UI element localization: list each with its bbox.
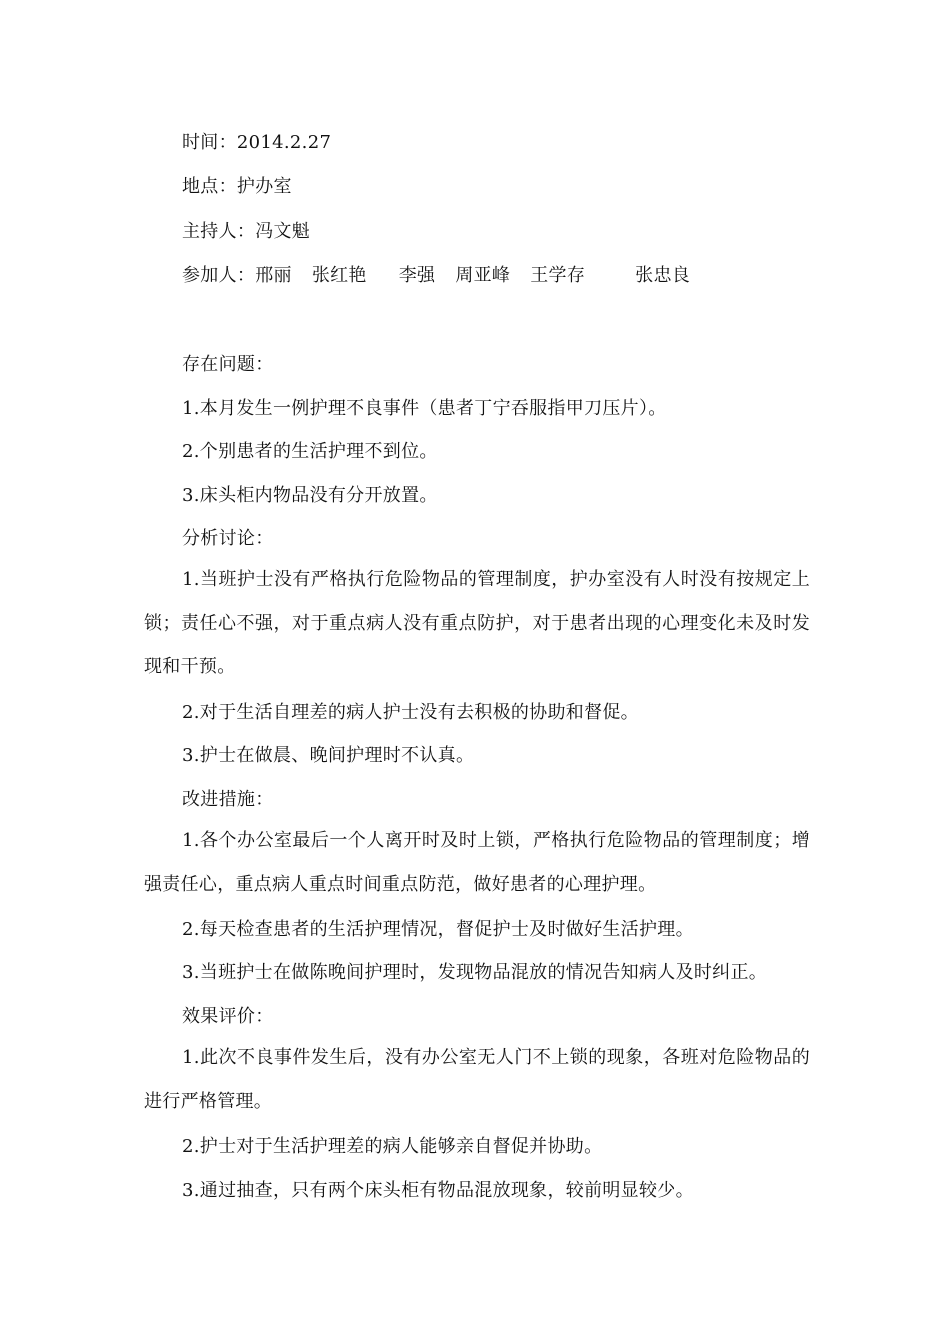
meeting-host: 主持人：冯文魁 (182, 221, 311, 242)
problem-item: 2.个别患者的生活护理不到位。 (182, 441, 438, 462)
attendee: 王学存 (530, 265, 586, 286)
attendees-line (182, 265, 690, 287)
measures-heading: 改进措施： (182, 789, 274, 810)
measures-item: 2.每天检查患者的生活护理情况，督促护士及时做好生活护理。 (182, 919, 694, 940)
problem-item: 3.床头柜内物品没有分开放置。 (182, 485, 438, 506)
analysis-item: 2.对于生活自理差的病人护士没有去积极的协助和督促。 (182, 702, 639, 723)
evaluation-item: 3.通过抽查，只有两个床头柜有物品混放现象，较前明显较少。 (182, 1180, 694, 1201)
attendee: 张忠良 (635, 265, 691, 286)
problem-item: 1.本月发生一例护理不良事件（患者丁宁吞服指甲刀压片）。 (182, 398, 667, 419)
analysis-item: 1.当班护士没有严格执行危险物品的管理制度，护办室没有人时没有按规定上锁；责任心不强，对于重点病人没有重点防护，对于患者出现的心理变化未及时发现和干预。 (144, 569, 810, 677)
evaluation-heading: 效果评价： (182, 1006, 274, 1027)
attendee: 邢丽 (255, 265, 292, 286)
problems-heading: 存在问题： (182, 354, 274, 375)
attendee: 张红艳 (311, 265, 367, 286)
attendees-label: 参加人： (182, 265, 256, 286)
meeting-place: 地点：护办室 (182, 176, 292, 197)
measures-item: 3.当班护士在做陈晚间护理时，发现物品混放的情况告知病人及时纠正。 (182, 962, 768, 983)
attendee: 周亚峰 (455, 265, 511, 286)
analysis-item: 3.护士在做晨、晚间护理时不认真。 (182, 745, 475, 766)
attendee: 李强 (398, 265, 436, 286)
meeting-time: 时间：2014.2.27 (182, 132, 332, 153)
evaluation-item: 1.此次不良事件发生后，没有办公室无人门不上锁的现象，各班对危险物品的进行严格管理。 (144, 1047, 810, 1112)
measures-item: 1.各个办公室最后一个人离开时及时上锁，严格执行危险物品的管理制度；增强责任心，重点病人重点时间重点防范，做好患者的心理护理。 (144, 830, 810, 895)
analysis-heading: 分析讨论： (182, 528, 274, 549)
evaluation-item: 2.护士对于生活护理差的病人能够亲自督促并协助。 (182, 1136, 603, 1157)
